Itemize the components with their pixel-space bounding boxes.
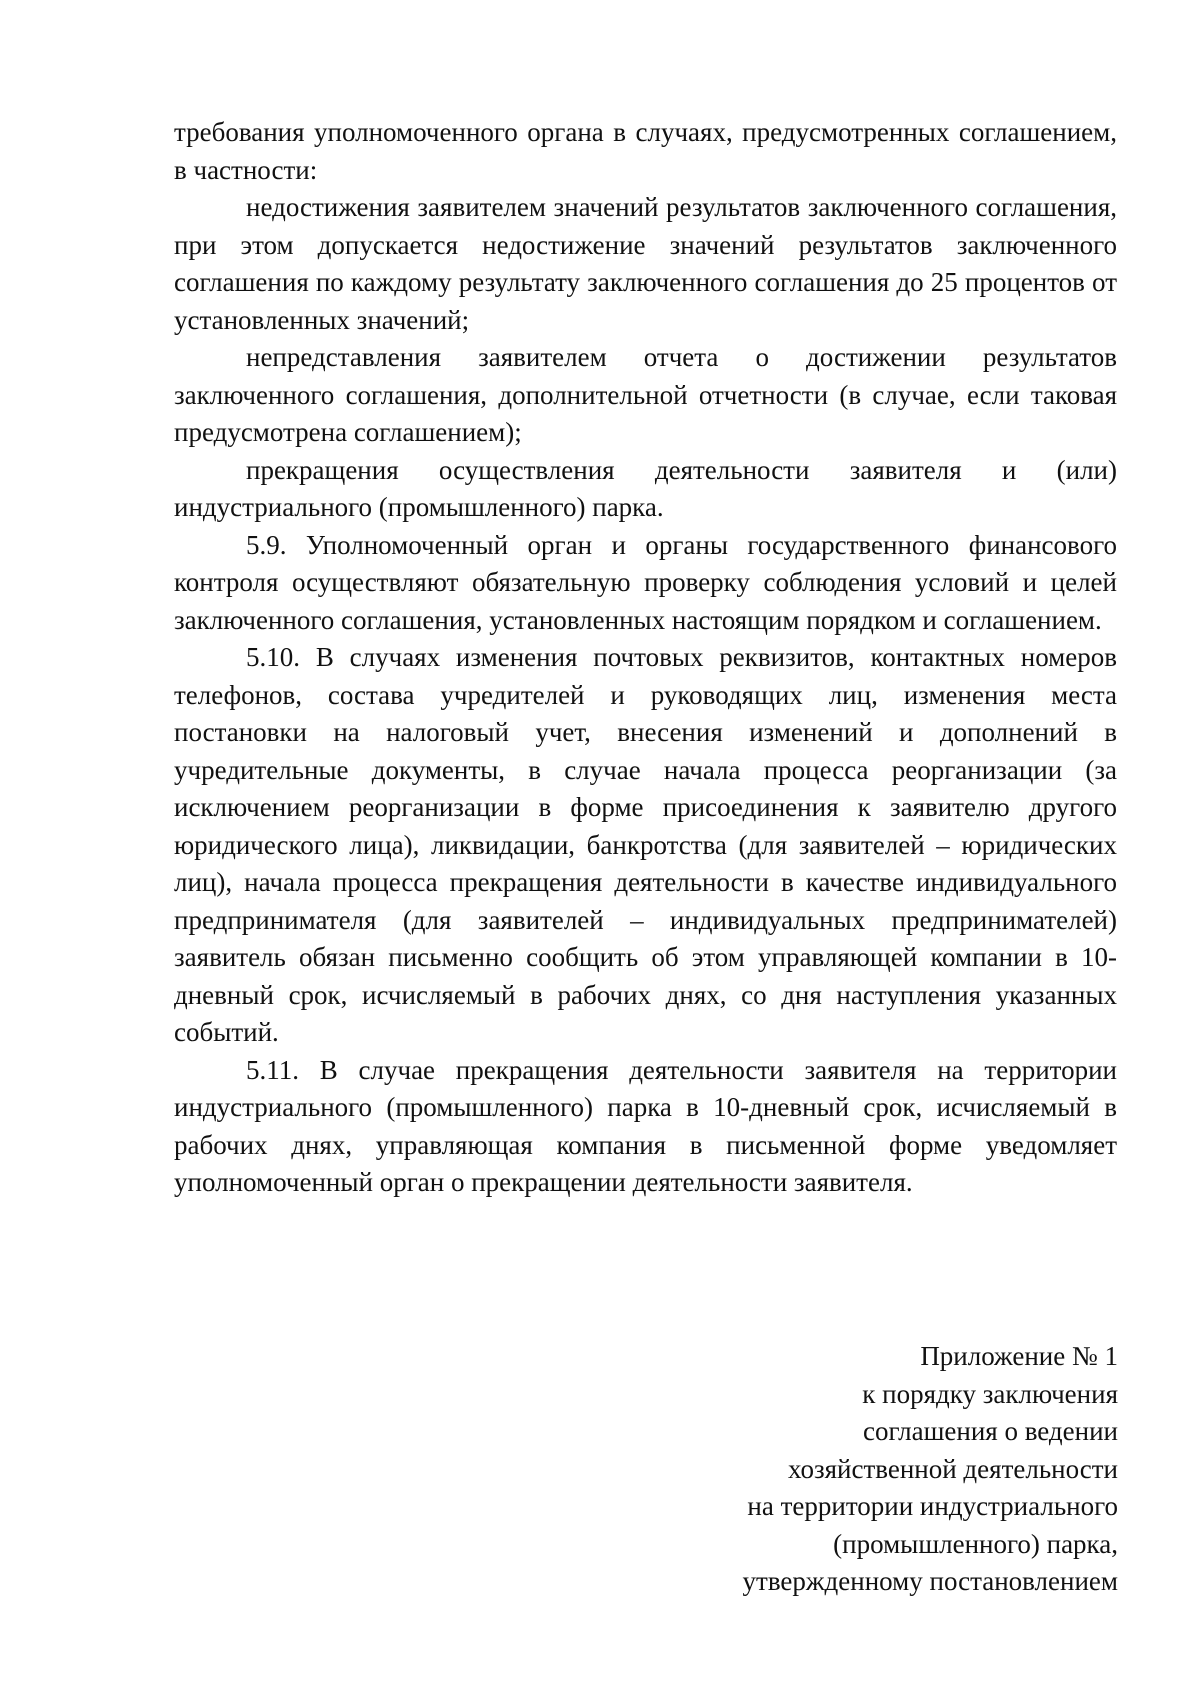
paragraph-5-11: 5.11. В случае прекращения деятельности заявителя на территории индустриального (промышленного) парка в 10-дневный срок, исчисляемый в рабочих днях, управляющая компания в письменной форме уведомляет уполномоченный орган о прекращении деятельности заявителя. (174, 1054, 1117, 1197)
paragraph-list-item-termination: прекращения осуществления деятельности заявителя и (или) индустриального (промышленного) парка. (174, 454, 1117, 522)
appendix-line: Приложение № 1 (920, 1341, 1118, 1371)
paragraph-5-9: 5.9. Уполномоченный орган и органы государственного финансового контроля осуществляют обязательную проверку соблюдения условий и целей заключенного соглашения, установленных настоящим порядком и соглашением. (174, 529, 1117, 635)
appendix-line: (промышленного) парка, (833, 1528, 1118, 1559)
appendix-line: соглашения о ведении (862, 1416, 1118, 1446)
document-body (174, 114, 1117, 1202)
appendix-line: утвержденному постановлением (742, 1566, 1118, 1596)
appendix-line: хозяйственной деятельности (787, 1453, 1118, 1484)
paragraph-5-10: 5.10. В случаях изменения почтовых реквизитов, контактных номеров телефонов, состава учредителей и руководящих лиц, изменения места постановки на налоговый учет, внесения изменений и дополнений в учредительные документы, в случае начала процесса реорганизации (за исключением реорганизации в форме присоединения к заявителю другого юридического лица), ликвидации, банкротства (для заявителей – юридических лиц), начала процесса прекращения деятельности в качестве индивидуального предпринимателя (для заявителей – индивидуальных предпринимателей) заявитель обязан письменно сообщить об этом управляющей компании в 10-дневный срок, исчисляемый в рабочих днях, со дня наступления указанных событий. (174, 642, 1117, 1047)
appendix-line: к порядку заключения (862, 1378, 1118, 1409)
paragraph-list-item-results: недостижения заявителем значений результатов заключенного соглашения, при этом допускается недостижение значений результатов заключенного соглашения по каждому результату заключенного соглашения до 25 процентов от установленных значений; (174, 192, 1117, 335)
appendix-line: на территории индустриального (747, 1491, 1118, 1521)
appendix-heading (558, 1338, 1118, 1601)
paragraph-continuation: требования уполномоченного органа в случаях, предусмотренных соглашением, в частности: (174, 117, 1117, 185)
paragraph-list-item-report: непредставления заявителем отчета о достижении результатов заключенного соглашения, дополнительной отчетности (в случае, если таковая предусмотрена соглашением); (174, 342, 1117, 447)
